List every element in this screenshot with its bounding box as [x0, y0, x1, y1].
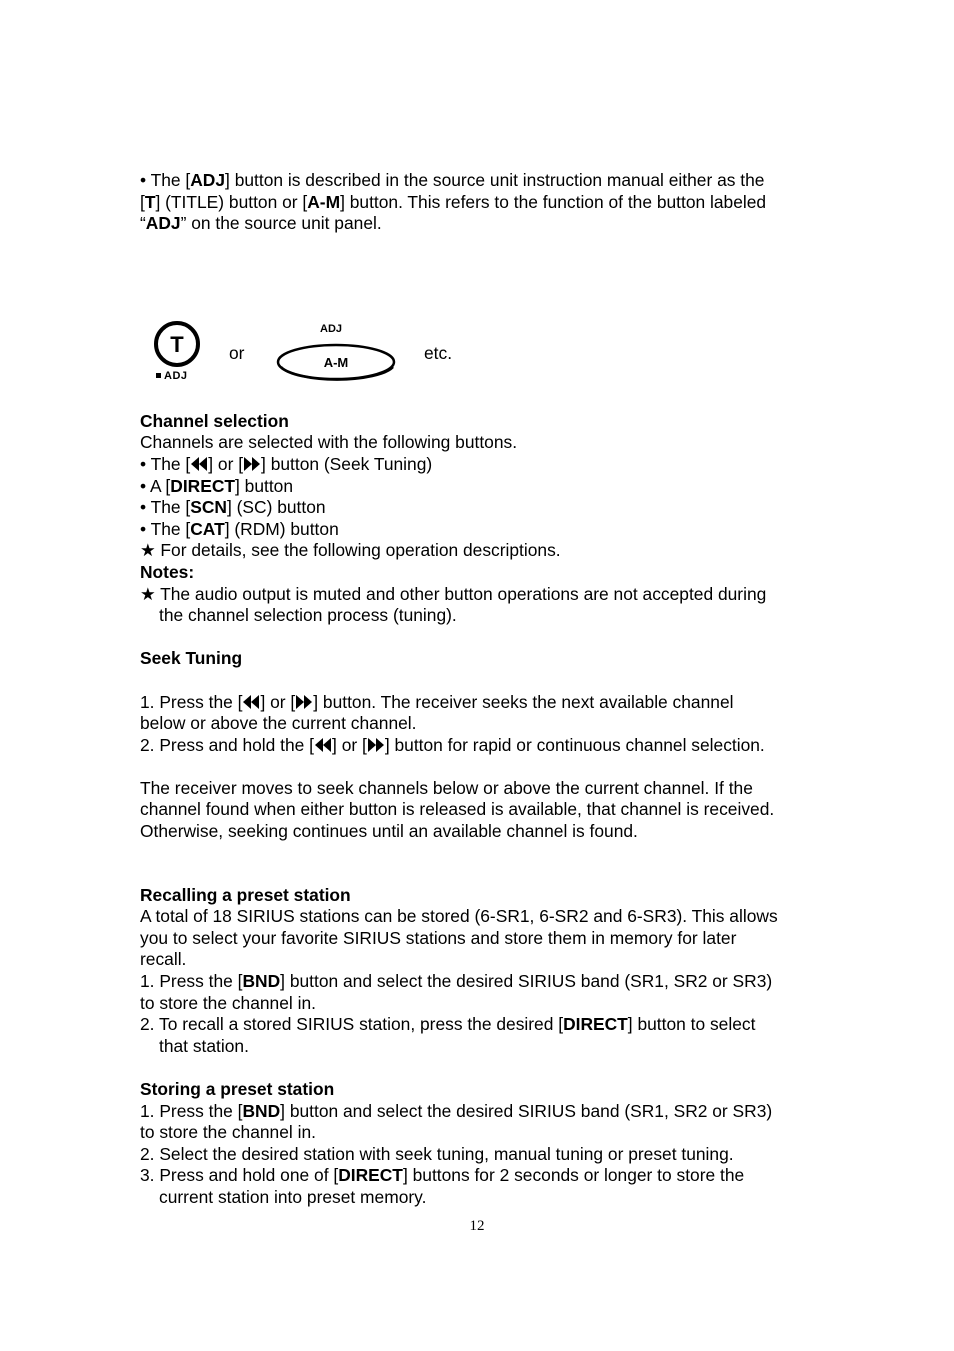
recalling-paragraph-line-3: recall.: [140, 949, 187, 970]
text: • A [: [140, 475, 171, 496]
text: ] button. This refers to the function of the button labeled: [340, 191, 767, 212]
text: ] (SC) button: [226, 497, 326, 518]
spacer: [140, 670, 820, 692]
seek-forward-icon: [243, 456, 261, 472]
recalling-step-2-cont: that station.: [159, 1035, 249, 1056]
t-button-caption: [156, 370, 188, 382]
am-button-label: A-M: [323, 354, 349, 370]
details-note: ★ For details, see the following operation descriptions.: [140, 540, 561, 561]
am-label: A-M: [307, 191, 341, 212]
recalling-paragraph-line-1: A total of 18 SIRIUS stations can be stored (6-SR1, 6-SR2 and 6-SR3). This allows: [140, 906, 778, 927]
text: ] button for rapid or continuous channel selection.: [384, 734, 765, 755]
text: ” on the source unit panel.: [180, 213, 382, 234]
seek-forward-icon: [295, 694, 313, 710]
text: • The [: [140, 497, 191, 518]
t-label: T: [144, 191, 156, 212]
storing-step-2: 2. Select the desired station with seek tuning, manual tuning or preset tuning.: [140, 1143, 734, 1164]
text: ] button and select the desired SIRIUS band (SR1, SR2 or SR3): [280, 971, 773, 992]
spacer: [140, 365, 820, 411]
notes-heading: Notes:: [140, 561, 195, 582]
bullet-cat: [140, 519, 820, 541]
caption-text: ADJ: [164, 369, 188, 382]
t-button-illustration: [153, 320, 201, 374]
storing-step-3: [140, 1165, 820, 1187]
etc-text: etc.: [424, 342, 453, 363]
text: ] (TITLE) button or [: [155, 191, 308, 212]
text: ] button and select the desired SIRIUS band (SR1, SR2 or SR3): [280, 1100, 773, 1121]
page-number: 12: [469, 1218, 485, 1234]
text: ] button. The receiver seeks the next available channel: [313, 691, 734, 712]
seek-back-icon: [314, 737, 332, 753]
square-marker-icon: [156, 373, 161, 378]
seek-step-1: [140, 692, 820, 714]
section-heading-seek-tuning: Seek Tuning: [140, 648, 243, 669]
text: “: [140, 213, 146, 234]
t-button-label: T: [170, 331, 184, 357]
bnd-label: BND: [242, 971, 281, 992]
seek-back-icon: [190, 456, 208, 472]
or-text: or: [229, 342, 245, 363]
recalling-paragraph-line-2: you to select your favorite SIRIUS stations and store them in memory for later: [140, 927, 737, 948]
section-heading-recalling: Recalling a preset station: [140, 884, 351, 905]
recalling-step-1: [140, 971, 820, 993]
text: 2. Press and hold the [: [140, 734, 315, 755]
am-button-illustration: [274, 339, 400, 389]
am-button-caption: ADJ: [320, 322, 343, 335]
text: ] or [: [332, 734, 367, 755]
seek-step-2: [140, 735, 820, 757]
intro-line-2: [140, 192, 820, 214]
recalling-step-2: [140, 1014, 820, 1036]
note-line-2: the channel selection process (tuning).: [159, 605, 457, 626]
text: • The [: [140, 453, 191, 474]
text: ] or [: [260, 691, 296, 712]
storing-step-3-cont: current station into preset memory.: [159, 1186, 427, 1207]
storing-step-1: [140, 1101, 820, 1123]
direct-label: DIRECT: [563, 1014, 628, 1035]
section-heading-storing: Storing a preset station: [140, 1079, 335, 1099]
bullet: •: [140, 170, 147, 190]
intro-line-3: [140, 213, 820, 235]
text: 1. Press the [: [140, 691, 243, 712]
recalling-step-1-cont: to store the channel in.: [140, 992, 316, 1013]
note-line-1: ★ The audio output is muted and other button operations are not accepted during: [140, 583, 767, 604]
direct-label: DIRECT: [338, 1165, 403, 1186]
text: ] or [: [208, 453, 244, 474]
intro-line-1: [140, 170, 820, 192]
text: [: [140, 191, 145, 212]
seek-forward-icon: [367, 737, 385, 753]
scn-label: SCN: [190, 497, 227, 518]
seek-paragraph-line-2: channel found when either button is released is available, that channel is received.: [140, 799, 775, 820]
text: • The [: [140, 518, 191, 539]
text: 3. Press and hold one of [: [140, 1165, 339, 1186]
seek-back-icon: [242, 694, 260, 710]
text: ] buttons for 2 seconds or longer to store the: [402, 1165, 745, 1186]
spacer: [140, 1057, 820, 1079]
button-figure: [140, 235, 820, 382]
page-content: [140, 170, 820, 1209]
text: The [: [146, 170, 191, 190]
seek-paragraph-line-3: Otherwise, seeking continues until an available channel is found.: [140, 821, 638, 842]
cat-label: CAT: [190, 518, 225, 539]
section-heading-channel-selection: Channel selection: [140, 410, 289, 431]
text: ] button (Seek Tuning): [261, 453, 433, 474]
direct-label: DIRECT: [170, 475, 235, 496]
bnd-label: BND: [242, 1100, 281, 1121]
text: ] (RDM) button: [224, 518, 339, 539]
text: ] button to select: [627, 1014, 756, 1035]
seek-step-1-cont: below or above the current channel.: [140, 713, 417, 734]
channel-selection-intro: Channels are selected with the following buttons.: [140, 432, 518, 453]
adj-label: ADJ: [190, 170, 226, 190]
adj-label: ADJ: [145, 213, 181, 234]
text: ] button is described in the source unit instruction manual either as the: [225, 170, 765, 190]
spacer: [140, 627, 820, 649]
storing-step-1-cont: to store the channel in.: [140, 1122, 316, 1143]
text: 1. Press the [: [140, 1100, 243, 1121]
text: ] button: [235, 475, 294, 496]
spacer: [140, 843, 820, 885]
bullet-direct: [140, 476, 820, 498]
bullet-scn: [140, 497, 820, 519]
text: 1. Press the [: [140, 971, 243, 992]
spacer: [140, 756, 820, 778]
text: 2. To recall a stored SIRIUS station, press the desired [: [140, 1014, 564, 1035]
seek-paragraph-line-1: The receiver moves to seek channels below or above the current channel. If the: [140, 777, 753, 798]
bullet-seek-tuning: [140, 454, 820, 476]
